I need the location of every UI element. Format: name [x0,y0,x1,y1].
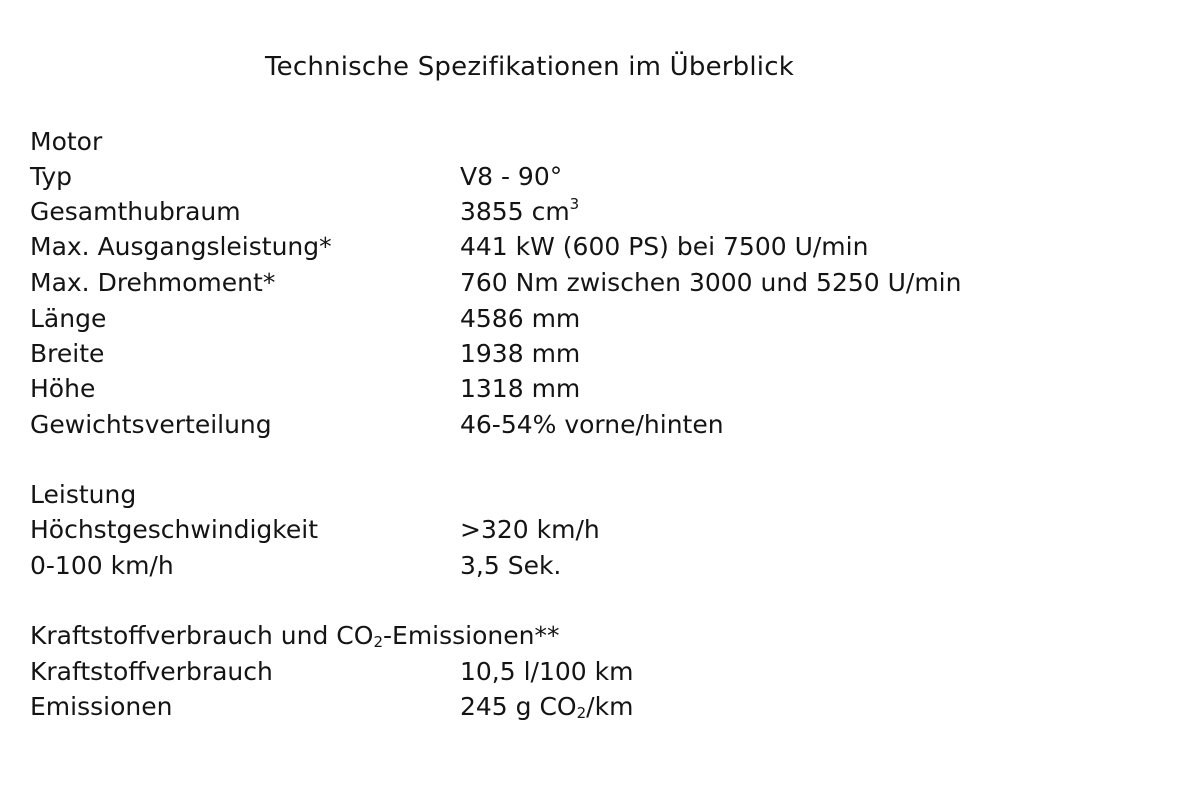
spec-label: Höchstgeschwindigkeit [30,515,319,544]
spec-value: V8 - 90° [460,162,563,191]
spec-label: Gesamthubraum [30,197,241,226]
spec-label: Typ [30,162,73,191]
section-heading-leistung: Leistung [30,480,137,509]
spec-label: Breite [30,339,105,368]
section-heading-verbrauch [30,618,559,653]
spec-value: 46-54% vorne/hinten [460,410,724,439]
page-title: Technische Spezifikationen im Überblick [265,52,794,82]
section-heading-motor: Motor [30,127,103,156]
heading-text: Kraftstoffverbrauch und CO [30,621,374,650]
spec-label: Max. Drehmoment* [30,268,276,297]
spec-value: >320 km/h [460,515,600,544]
heading-text-suffix: -Emissionen** [383,621,560,650]
spec-label: Kraftstoffverbrauch [30,657,273,686]
spec-value-text: 245 g CO [460,692,577,721]
spec-value: 4586 mm [460,304,581,333]
spec-value: 10,5 l/100 km [460,657,634,686]
spec-label: 0-100 km/h [30,551,174,580]
spec-value: 1318 mm [460,374,581,403]
spec-label: Gewichtsverteilung [30,410,272,439]
spec-label: Höhe [30,374,96,403]
spec-label: Max. Ausgangsleistung* [30,232,332,261]
spec-value: 1938 mm [460,339,581,368]
spec-value: 3,5 Sek. [460,551,562,580]
spec-value-text: 3855 cm [460,197,570,226]
spec-value [460,194,579,229]
spec-label: Länge [30,304,107,333]
spec-value: 760 Nm zwischen 3000 und 5250 U/min [460,268,962,297]
subscript: 2 [576,704,587,722]
spec-value: 441 kW (600 PS) bei 7500 U/min [460,232,869,261]
spec-label: Emissionen [30,692,173,721]
superscript: 3 [569,195,580,213]
spec-value-suffix: /km [586,692,634,721]
subscript: 2 [373,633,383,651]
spec-value [460,689,633,724]
